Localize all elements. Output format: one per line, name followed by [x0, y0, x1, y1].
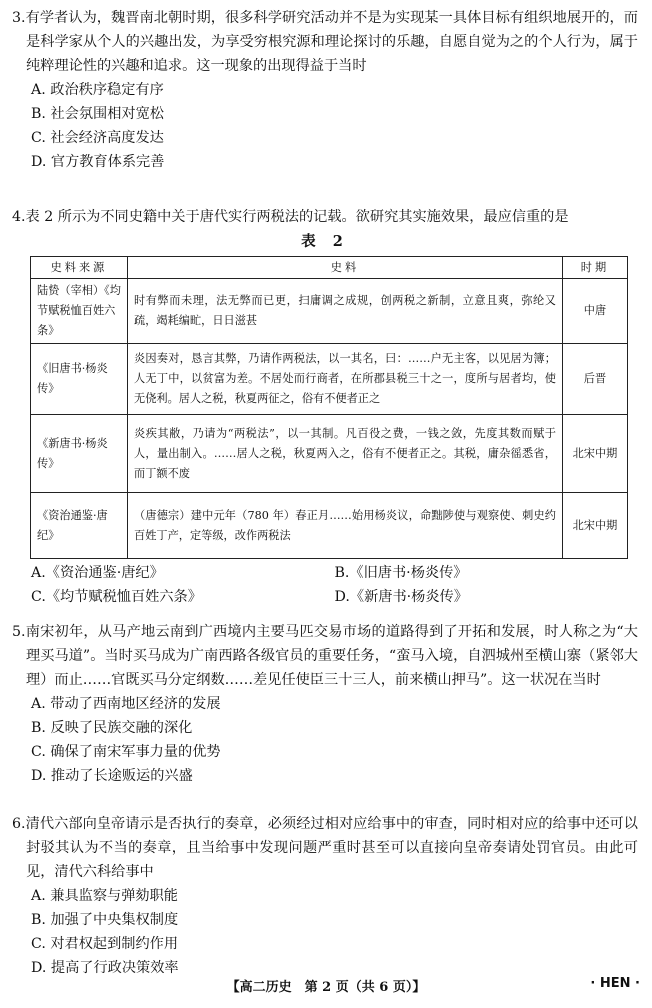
question-5 — [12, 620, 638, 788]
table-cell-text: 时有弊而未理，法无弊而已更，扫庸调之成规，创两税之新制，立意且爽，弥纶又疏，竭耗编甿，日日滋甚 — [128, 279, 563, 344]
question-4-stem: 4.表 2 所示为不同史籍中关于唐代实行两税法的记载。欲研究其实施效果，最应信重的是 — [12, 209, 569, 225]
table-header-source: 史料来源 — [31, 257, 128, 279]
question-4-option-d: D.《新唐书·杨炎传》 — [334, 589, 468, 605]
table-row — [31, 415, 628, 493]
question-3-option-b: B. 社会氛围相对宽松 — [31, 106, 164, 122]
question-4-option-c: C.《均节赋税恤百姓六条》 — [31, 589, 202, 605]
table-cell-period: 北宋中期 — [563, 415, 628, 493]
question-4-option-b: B.《旧唐书·杨炎传》 — [334, 565, 468, 581]
table-header-row — [31, 257, 628, 279]
source-table — [30, 256, 628, 559]
table-header-text: 史料 — [128, 257, 563, 279]
question-4 — [12, 205, 638, 609]
question-5-option-b: B. 反映了民族交融的深化 — [31, 720, 193, 736]
question-6-option-c: C. 对君权起到制约作用 — [31, 936, 179, 952]
table-cell-source: 陆贽（宰相）《均节赋税恤百姓六条》 — [31, 279, 128, 344]
table-cell-source: 《资治通鉴·唐纪》 — [31, 493, 128, 559]
question-6-option-b: B. 加强了中央集权制度 — [31, 912, 179, 928]
question-4-options-row-2 — [12, 585, 638, 609]
question-6-option-a: A. 兼具监察与弹劾职能 — [31, 888, 178, 904]
table-cell-period: 中唐 — [563, 279, 628, 344]
table-row — [31, 493, 628, 559]
table-header-period: 时期 — [563, 257, 628, 279]
footer-code: · HEN · — [590, 976, 640, 991]
question-6-stem: 6.清代六部向皇帝请示是否执行的奏章，必须经过相对应给事中的审查，同时相对应的给事中还可以封驳其认为不当的奏章，且当给事中发现问题严重时甚至可以直接向皇帝奏请处罚官员。由此可见，清代六科给事中 — [12, 816, 638, 880]
question-3 — [12, 6, 638, 174]
question-6 — [12, 812, 638, 980]
question-3-option-d: D. 官方教育体系完善 — [31, 154, 165, 170]
question-3-option-c: C. 社会经济高度发达 — [31, 130, 164, 146]
table-cell-source: 《旧唐书·杨炎传》 — [31, 344, 128, 415]
question-5-stem: 5.南宋初年，从马产地云南到广西境内主要马匹交易市场的道路得到了开拓和发展，时人称之为“大理买马道”。当时买马成为广南西路各级官员的重要任务，“蛮马入境，自泗城州至横山寨（紧邻大理）而止……官既买马分定纲数……差见任使臣三十三人，前来横山押马”。这一状况在当时 — [12, 624, 638, 688]
footer-page-info: 【高二历史 第 2 页（共 6 页）】 — [226, 980, 426, 995]
question-3-stem: 3.有学者认为，魏晋南北朝时期，很多科学研究活动并不是为实现某一具体目标有组织地展开的，而是科学家从个人的兴趣出发，为享受穷根究源和理论探讨的乐趣，自愿自觉为之的个人行为，属于纯粹理论性的兴趣和追求。这一现象的出现得益于当时 — [12, 10, 638, 74]
question-3-option-a: A. 政治秩序稳定有序 — [31, 82, 164, 98]
table-cell-period: 北宋中期 — [563, 493, 628, 559]
table-cell-period: 后晋 — [563, 344, 628, 415]
question-4-option-a: A.《资治通鉴·唐纪》 — [31, 565, 164, 581]
table-cell-text: （唐德宗）建中元年（780 年）春正月……始用杨炎议，命黜陟使与观察使、刺史约百姓丁产，定等级，改作两税法 — [128, 493, 563, 559]
question-5-option-d: D. 推动了长途贩运的兴盛 — [31, 768, 193, 784]
question-5-option-c: C. 确保了南宋军事力量的优势 — [31, 744, 221, 760]
question-6-option-d: D. 提高了行政决策效率 — [31, 960, 179, 976]
table-cell-text: 炎因奏对，恳言其弊，乃请作两税法，以一其名，曰：……户无主客，以见居为簿；人无丁中，以贫富为差。不居处而行商者，在所郡县税三十之一，度所与居者均，使无侥利。居人之税，秋夏两征之，俗有不便者正之 — [128, 344, 563, 415]
table-title: 表 2 — [301, 233, 349, 250]
table-cell-source: 《新唐书·杨炎传》 — [31, 415, 128, 493]
question-5-option-a: A. 带动了西南地区经济的发展 — [31, 696, 221, 712]
table-row — [31, 279, 628, 344]
table-row — [31, 344, 628, 415]
question-4-options-row-1 — [12, 561, 638, 585]
table-cell-text: 炎疾其敝，乃请为“两税法”，以一其制。凡百役之费，一钱之敛，先度其数而赋于人，量出制入。……居人之税，秋夏两入之，俗有不便者正之。其税，庸杂徭悉省，而丁额不废 — [128, 415, 563, 493]
